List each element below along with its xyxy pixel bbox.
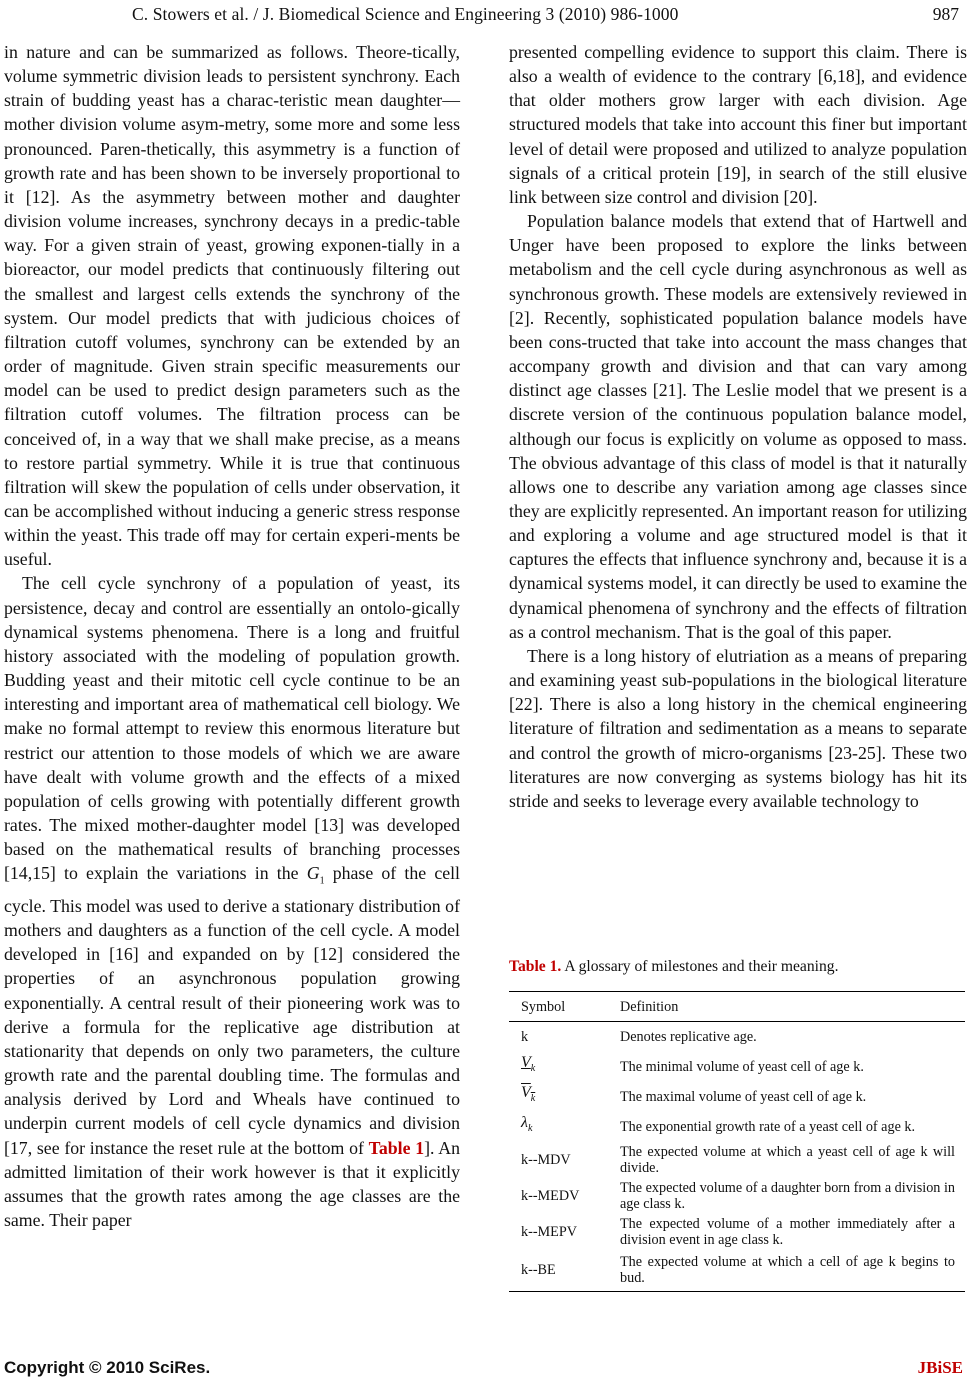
table-caption-text: A glossary of milestones and their meaning. bbox=[561, 958, 839, 975]
right-column bbox=[509, 40, 967, 813]
growth-rate-symbol: $\lambda_k$ bbox=[521, 1114, 533, 1135]
paragraph-text: phase of the cell cycle. This model was used to derive a stationary distribution of mothers and daughters as a function of the cell cycle. A model developed in [16] and expanded on by [12] considered the properties of an asynchronous population growing exponentially. A central result of their pioneering work was to derive a formula for the replicative age distribution at stationarity that depends on only two parameters, the culture growth rate and the parental doubling time. The formulas and analysis derived by Lord and Wheals have continued to underpin current models of cell cycle dynamics and division [17, see for instance the reset rule at the bottom of bbox=[4, 863, 460, 1158]
g1-phase-symbol: $G_1$ bbox=[306, 863, 325, 887]
table-row bbox=[509, 1022, 965, 1052]
paragraph: There is a long history of elutriation as a means of preparing and examining yeast sub-populations in the biological literature [22]. There is also a long history in the chemical engineering literature of filtration and sedimentation as a means to separate and control the growth of micro-organisms [23-25]. These two literatures are now converging as systems biology has hit its stride and seeks to leverage every available technology to bbox=[509, 645, 967, 811]
definition-cell: The expected volume of a daughter born from a division in age class k. bbox=[620, 1179, 955, 1212]
table-caption-label: Table 1. bbox=[509, 958, 562, 975]
running-header bbox=[0, 4, 969, 30]
paragraph: presented compelling evidence to support this claim. There is also a wealth of evidence to the contrary [6,18], and evidence that older mothers grow larger with each division. Age structured models that take into account this finer but important level of detail were proposed and utilized to analyze population signals of a critical protein [19], in search of the still elusive link between size control and division [20]. bbox=[509, 42, 967, 207]
left-column bbox=[4, 40, 460, 1232]
column-header-symbol: Symbol bbox=[521, 998, 566, 1015]
min-volume-symbol: $V_k$ bbox=[521, 1054, 536, 1075]
table-row bbox=[509, 1052, 965, 1082]
page-footer bbox=[0, 1358, 969, 1380]
definition-cell: The expected volume at which a cell of age k begins to bud. bbox=[620, 1254, 955, 1287]
paragraph-text: The cell cycle synchrony of a population of yeast, its persistence, decay and control are essentially an ontolo-gically dynamical systems phenomena. There is a long and fruitful history associated with the modeling of population growth. Budding yeast and their mitotic cell cycle continue to be an interesting and important area of mathematical cell biology. We make no formal attempt to review this enormous literature but restrict our attention to those models of which we are aware have dealt with volume growth and the effects of a mixed population of cells growing with potentially different growth rates. The mixed mother-daughter model [13] was developed based on the mathematical results of branching processes [14,15] to explain the variations in the bbox=[4, 573, 460, 884]
table-row bbox=[509, 1214, 965, 1250]
table-caption bbox=[509, 958, 838, 976]
definition-cell: Denotes replicative age. bbox=[620, 1028, 757, 1045]
symbol-cell bbox=[509, 1052, 610, 1082]
glossary-table bbox=[509, 991, 965, 1292]
symbol-cell: k--MEDV bbox=[521, 1187, 580, 1204]
definition-cell: The minimal volume of yeast cell of age k. bbox=[620, 1058, 864, 1075]
journal-abbreviation: JBiSE bbox=[917, 1358, 963, 1377]
symbol-cell: k bbox=[521, 1028, 529, 1045]
definition-cell: The exponential growth rate of a yeast cell of age k. bbox=[620, 1118, 916, 1135]
table-row bbox=[509, 1082, 965, 1112]
symbol-cell bbox=[509, 1112, 610, 1142]
table-row bbox=[509, 1250, 965, 1292]
definition-cell: The maximal volume of yeast cell of age k. bbox=[620, 1088, 867, 1105]
page-number: 987 bbox=[932, 4, 959, 24]
paragraph: in nature and can be summarized as follows. Theore-tically, volume symmetric division leads to persistent synchrony. Each strain of budding yeast has a charac-teristic mean daughter—mother division volume asym-metry, some more and some less pronounced. Paren-thetically, this asymmetry is a function of growth rate and has been shown to be inversely proportional to it [12]. As the asymmetry between mother and daughter division volume increases, synchrony decays in a predic-table way. For a given strain of yeast, growing exponen-tially in a bioreactor, our model predicts that continuously filtering out the smallest and largest cells extends the synchrony of the system. Our model predicts that with judicious choices of filtration cutoff volumes, synchrony can be extended by an order of magnitude. Given strain specific measurements our model can be used to predict design parameters such as the filtration cutoff volumes. The filtration process can be conceived of, in a way that we shall make precise, as a means to restore partial symmetry. While it is true that continuous filtration will skew the population of cells under observation, it can be accomplished without inducing a generic stress response within the yeast. This trade off may for certain experi-ments be useful. bbox=[4, 42, 460, 570]
definition-cell: The expected volume of a mother immediately after a division event in age class k. bbox=[620, 1215, 955, 1248]
paragraph bbox=[4, 571, 460, 1232]
max-volume-symbol: $V_k$ bbox=[521, 1084, 536, 1105]
symbol-cell: k--MEPV bbox=[521, 1223, 577, 1240]
symbol-cell bbox=[509, 1082, 610, 1112]
definition-cell: The expected volume at which a yeast cell of age k will divide. bbox=[620, 1143, 955, 1176]
symbol-cell: k--BE bbox=[521, 1262, 556, 1279]
paragraph: Population balance models that extend that of Hartwell and Unger have been proposed to explore the links between metabolism and the cell cycle during asynchronous as well as synchronous growth. These models are extensively reviewed in [2]. Recently, sophisticated population balance models have been cons-tructed that take into account the mass changes that accompany growth and division and that can vary among distinct age classes [21]. The Leslie model that we present is a discrete version of the continuous population balance model, although our focus is explicitly on volume as opposed to mass. The obvious advantage of this class of model is that it naturally allows one to describe any variation among age classes since they are explicitly represented. An important reason for utilizing and exploring a volume and age structured model is that it captures the effects that influence synchrony and, because it is a dynamical systems model, it can directly be used to examine the dynamical phenomena of synchrony and the effects of filtration as a control mechanism. That is the goal of this paper. bbox=[509, 211, 967, 642]
table-row bbox=[509, 1142, 965, 1178]
table-header-row bbox=[509, 992, 965, 1022]
table-reference-link[interactable]: Table 1 bbox=[368, 1137, 425, 1158]
table-row bbox=[509, 1178, 965, 1214]
symbol-cell: k--MDV bbox=[521, 1151, 571, 1168]
paragraph-text: ]. An admitted limitation of their work however is that it explicitly assumes that the growth rates among the age classes are the same. Their paper bbox=[4, 1137, 460, 1231]
running-title: C. Stowers et al. / J. Biomedical Science and Engineering 3 (2010) 986-1000 bbox=[132, 4, 679, 24]
copyright-notice: Copyright © 2010 SciRes. bbox=[4, 1358, 211, 1377]
table-row bbox=[509, 1112, 965, 1142]
column-header-definition: Definition bbox=[620, 998, 679, 1015]
